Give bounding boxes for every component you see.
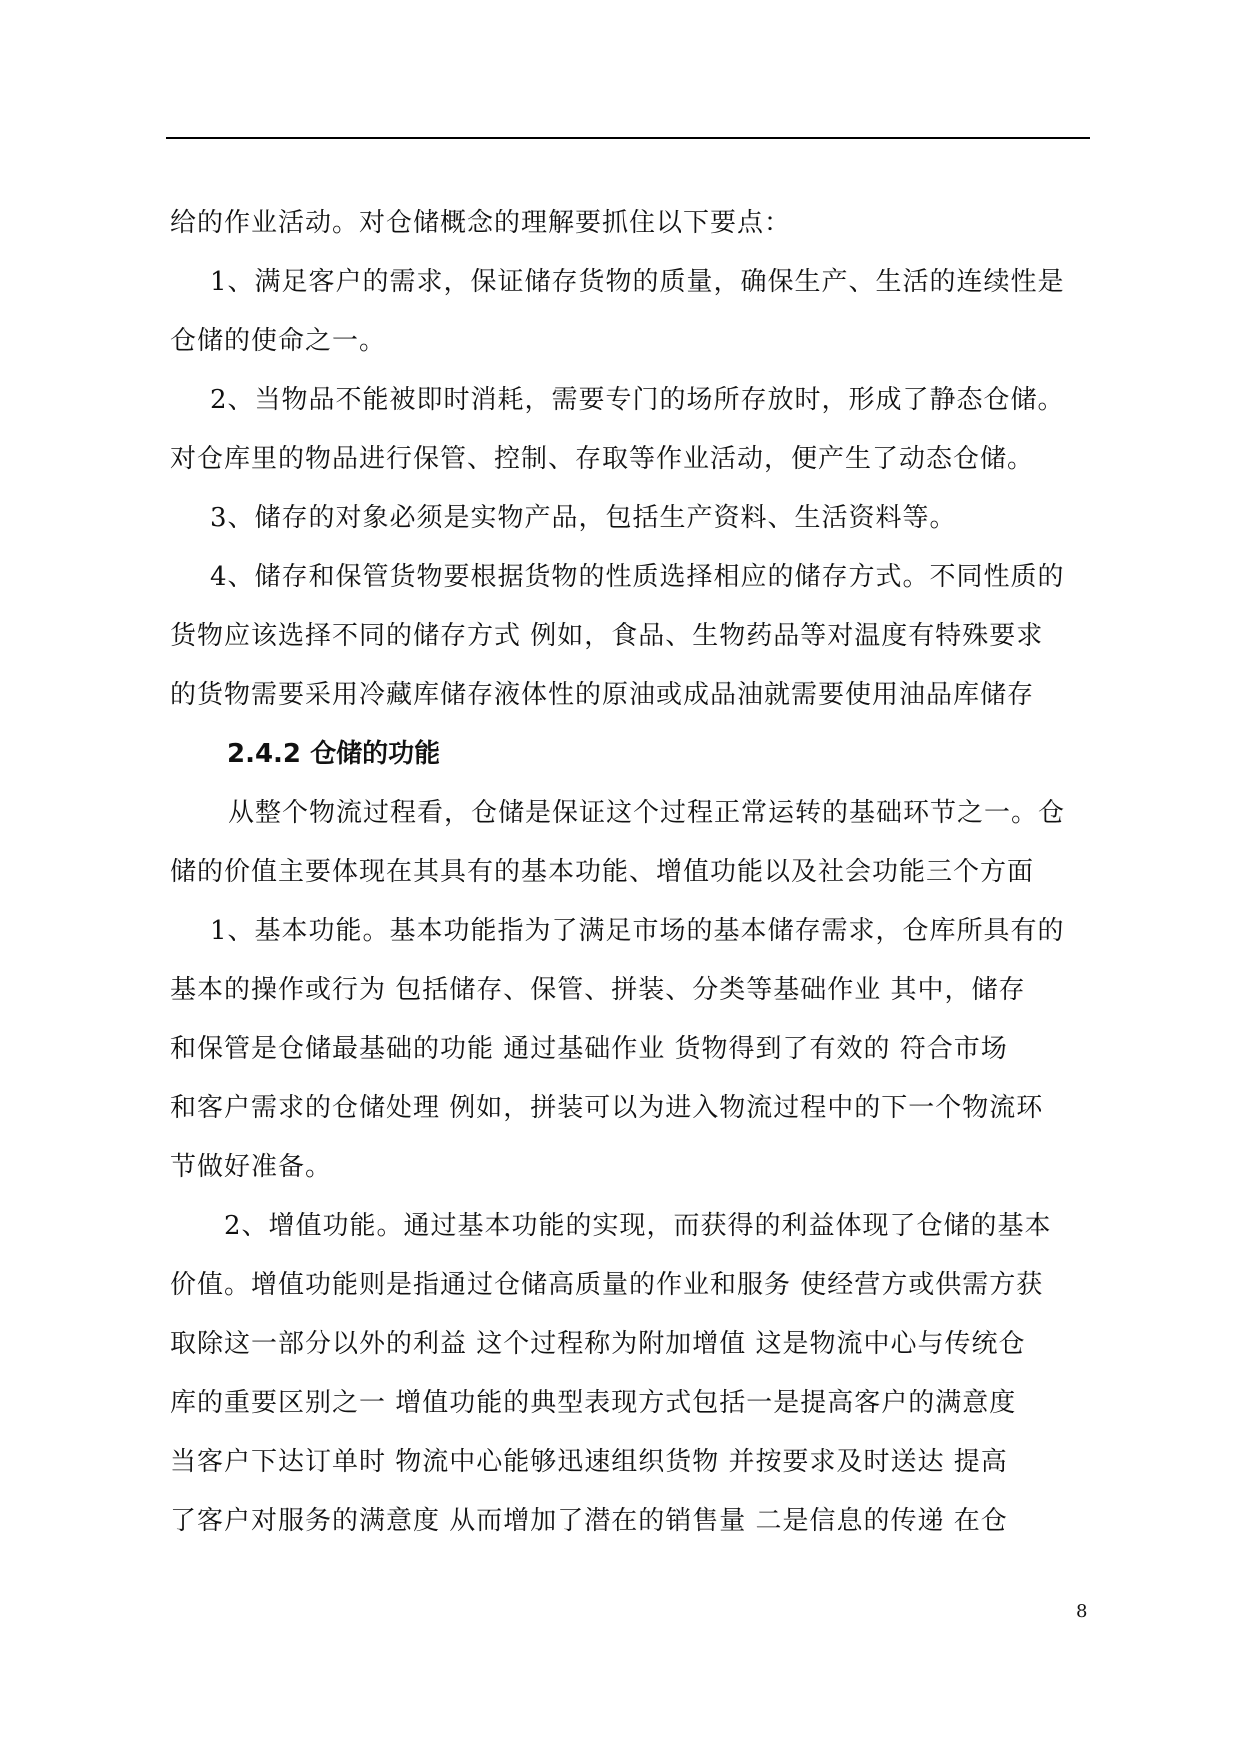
body-line: 储的价值主要体现在其具有的基本功能、增值功能以及社会功能三个方面	[170, 857, 1035, 887]
body-line: 2、增值功能。通过基本功能的实现，而获得的利益体现了仓储的基本	[224, 1211, 1052, 1241]
body-line: 从整个物流过程看，仓储是保证这个过程正常运转的基础环节之一。仓	[228, 798, 1066, 828]
section-heading: 2.4.2 仓储的功能	[227, 739, 441, 769]
body-line: 1、满足客户的需求，保证储存货物的质量，确保生产、生活的连续性是	[210, 267, 1065, 297]
page-number: 8	[1076, 1601, 1088, 1622]
body-line: 价值。增值功能则是指通过仓储高质量的作业和服务 使经营方或供需方获	[170, 1270, 1044, 1300]
body-line: 1、基本功能。基本功能指为了满足市场的基本储存需求，仓库所具有的	[210, 916, 1065, 946]
body-line: 仓储的使命之一。	[170, 326, 387, 356]
body-line: 3、储存的对象必须是实物产品，包括生产资料、生活资料等。	[210, 503, 957, 533]
body-line: 和客户需求的仓储处理 例如，拼装可以为进入物流过程中的下一个物流环	[170, 1093, 1044, 1123]
body-line: 当客户下达订单时 物流中心能够迅速组织货物 并按要求及时送达 提高	[170, 1447, 1008, 1477]
body-line: 2、当物品不能被即时消耗，需要专门的场所存放时，形成了静态仓储。	[210, 385, 1065, 415]
body-line: 给的作业活动。对仓储概念的理解要抓住以下要点：	[170, 208, 792, 238]
body-line: 了客户对服务的满意度 从而增加了潜在的销售量 二是信息的传递 在仓	[170, 1506, 1008, 1536]
body-line: 的货物需要采用冷藏库储存液体性的原油或成品油就需要使用油品库储存	[170, 680, 1035, 710]
body-line: 4、储存和保管货物要根据货物的性质选择相应的储存方式。不同性质的	[210, 562, 1065, 592]
header-rule	[166, 137, 1090, 139]
body-line: 库的重要区别之一 增值功能的典型表现方式包括一是提高客户的满意度	[170, 1388, 1017, 1418]
body-line: 基本的操作或行为 包括储存、保管、拼装、分类等基础作业 其中，储存	[170, 975, 1026, 1005]
body-line: 货物应该选择不同的储存方式 例如，食品、生物药品等对温度有特殊要求	[170, 621, 1044, 651]
body-line: 取除这一部分以外的利益 这个过程称为附加增值 这是物流中心与传统仓	[170, 1329, 1026, 1359]
body-line: 节做好准备。	[170, 1152, 333, 1182]
body-line: 对仓库里的物品进行保管、控制、存取等作业活动，便产生了动态仓储。	[170, 444, 1035, 474]
body-line: 和保管是仓储最基础的功能 通过基础作业 货物得到了有效的 符合市场	[170, 1034, 1008, 1064]
page-content	[170, 194, 1130, 1551]
